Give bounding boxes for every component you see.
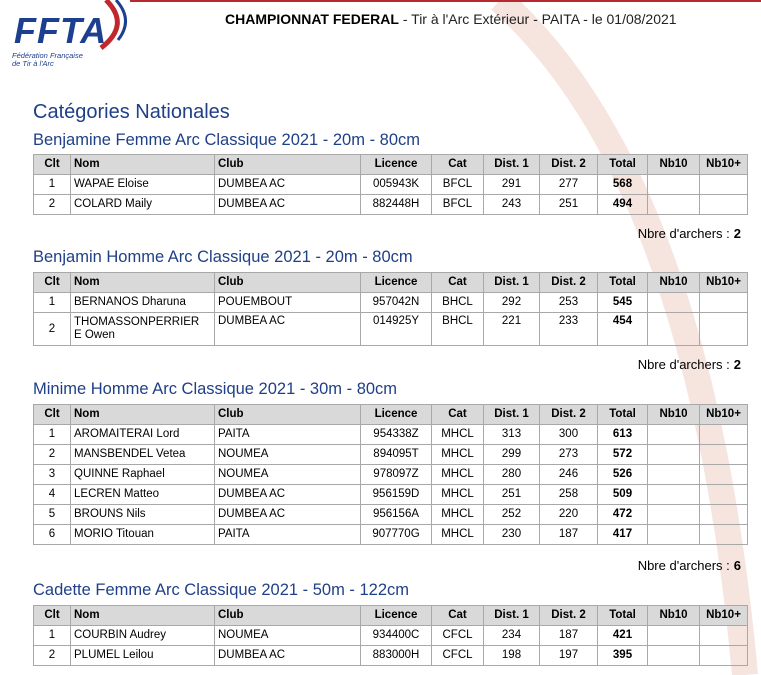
table-row: 1 COURBIN Audrey NOUMEA 934400C CFCL 234 187 421 (34, 626, 748, 646)
table-row: 2 MANSBENDEL Vetea NOUMEA 894095T MHCL 299 273 572 (34, 445, 748, 465)
column-header: Nom (71, 155, 215, 175)
table-header-row (34, 405, 748, 425)
category-title: Minime Homme Arc Classique 2021 - 30m - 80cm (33, 380, 398, 398)
column-header: Dist. 1 (484, 606, 540, 626)
logo-subtitle: Fédération Française de Tir à l'Arc (12, 51, 83, 68)
column-header: Clt (34, 155, 71, 175)
table-row: 2 THOMASSONPERRIER E Owen DUMBEA AC 014925Y BHCL 221 233 454 (34, 313, 748, 346)
column-header: Nb10 (648, 405, 700, 425)
column-header: Total (598, 155, 648, 175)
table-row: 2 COLARD Maily DUMBEA AC 882448H BFCL 243 251 494 (34, 195, 748, 215)
table-row: 4 LECREN Matteo DUMBEA AC 956159D MHCL 251 258 509 (34, 485, 748, 505)
table-row: 6 MORIO Titouan PAITA 907770G MHCL 230 187 417 (34, 525, 748, 545)
column-header: Cat (432, 273, 484, 293)
table-row: 1 AROMAITERAI Lord PAITA 954338Z MHCL 313 300 613 (34, 425, 748, 445)
results-table (33, 404, 748, 545)
column-header: Dist. 2 (540, 273, 598, 293)
column-header: Nb10+ (700, 273, 748, 293)
category-title: Cadette Femme Arc Classique 2021 - 50m - 122cm (33, 581, 409, 599)
table-row: 1 WAPAE Eloise DUMBEA AC 005943K BFCL 291 277 568 (34, 175, 748, 195)
table-row: 5 BROUNS Nils DUMBEA AC 956156A MHCL 252 220 472 (34, 505, 748, 525)
column-header: Licence (361, 405, 432, 425)
column-header: Cat (432, 606, 484, 626)
archer-count: Nbre d'archers : 2 (637, 357, 741, 372)
column-header: Cat (432, 155, 484, 175)
column-header: Nb10+ (700, 155, 748, 175)
column-header: Total (598, 273, 648, 293)
column-header: Clt (34, 606, 71, 626)
column-header: Club (215, 606, 361, 626)
competition-title: CHAMPIONNAT FEDERAL - Tir à l'Arc Extérieur - PAITA - le 01/08/2021 (225, 11, 677, 27)
column-header: Cat (432, 405, 484, 425)
table-row: 2 PLUMEL Leilou DUMBEA AC 883000H CFCL 198 197 395 (34, 646, 748, 666)
table-header-row (34, 606, 748, 626)
results-table (33, 605, 748, 666)
results-table (33, 272, 748, 346)
column-header: Dist. 2 (540, 606, 598, 626)
column-header: Dist. 1 (484, 405, 540, 425)
column-header: Nb10+ (700, 405, 748, 425)
column-header: Dist. 1 (484, 155, 540, 175)
results-table (33, 154, 748, 215)
two-line-name: THOMASSONPERRIER E Owen (71, 313, 215, 346)
column-header: Nom (71, 606, 215, 626)
column-header: Licence (361, 155, 432, 175)
header-rule (130, 0, 761, 2)
column-header: Clt (34, 273, 71, 293)
column-header: Total (598, 606, 648, 626)
column-header: Club (215, 273, 361, 293)
column-header: Nb10 (648, 606, 700, 626)
column-header: Licence (361, 273, 432, 293)
archer-count: Nbre d'archers : 6 (637, 558, 741, 573)
column-header: Nom (71, 273, 215, 293)
table-row: 3 QUINNE Raphael NOUMEA 978097Z MHCL 280 246 526 (34, 465, 748, 485)
column-header: Club (215, 405, 361, 425)
column-header: Nb10 (648, 273, 700, 293)
column-header: Dist. 2 (540, 155, 598, 175)
column-header: Nb10+ (700, 606, 748, 626)
page-heading: Catégories Nationales (33, 101, 230, 123)
ffta-logo (6, 0, 131, 70)
column-header: Licence (361, 606, 432, 626)
category-title: Benjamin Homme Arc Classique 2021 - 20m - 80cm (33, 248, 413, 266)
column-header: Total (598, 405, 648, 425)
category-title: Benjamine Femme Arc Classique 2021 - 20m - 80cm (33, 131, 420, 149)
table-header-row (34, 273, 748, 293)
column-header: Clt (34, 405, 71, 425)
table-header-row (34, 155, 748, 175)
table-row: 1 BERNANOS Dharuna POUEMBOUT 957042N BHCL 292 253 545 (34, 293, 748, 313)
column-header: Nb10 (648, 155, 700, 175)
archer-count: Nbre d'archers : 2 (637, 226, 741, 241)
column-header: Dist. 2 (540, 405, 598, 425)
column-header: Dist. 1 (484, 273, 540, 293)
column-header: Club (215, 155, 361, 175)
column-header: Nom (71, 405, 215, 425)
logo-wordmark: FFTA (14, 10, 108, 51)
